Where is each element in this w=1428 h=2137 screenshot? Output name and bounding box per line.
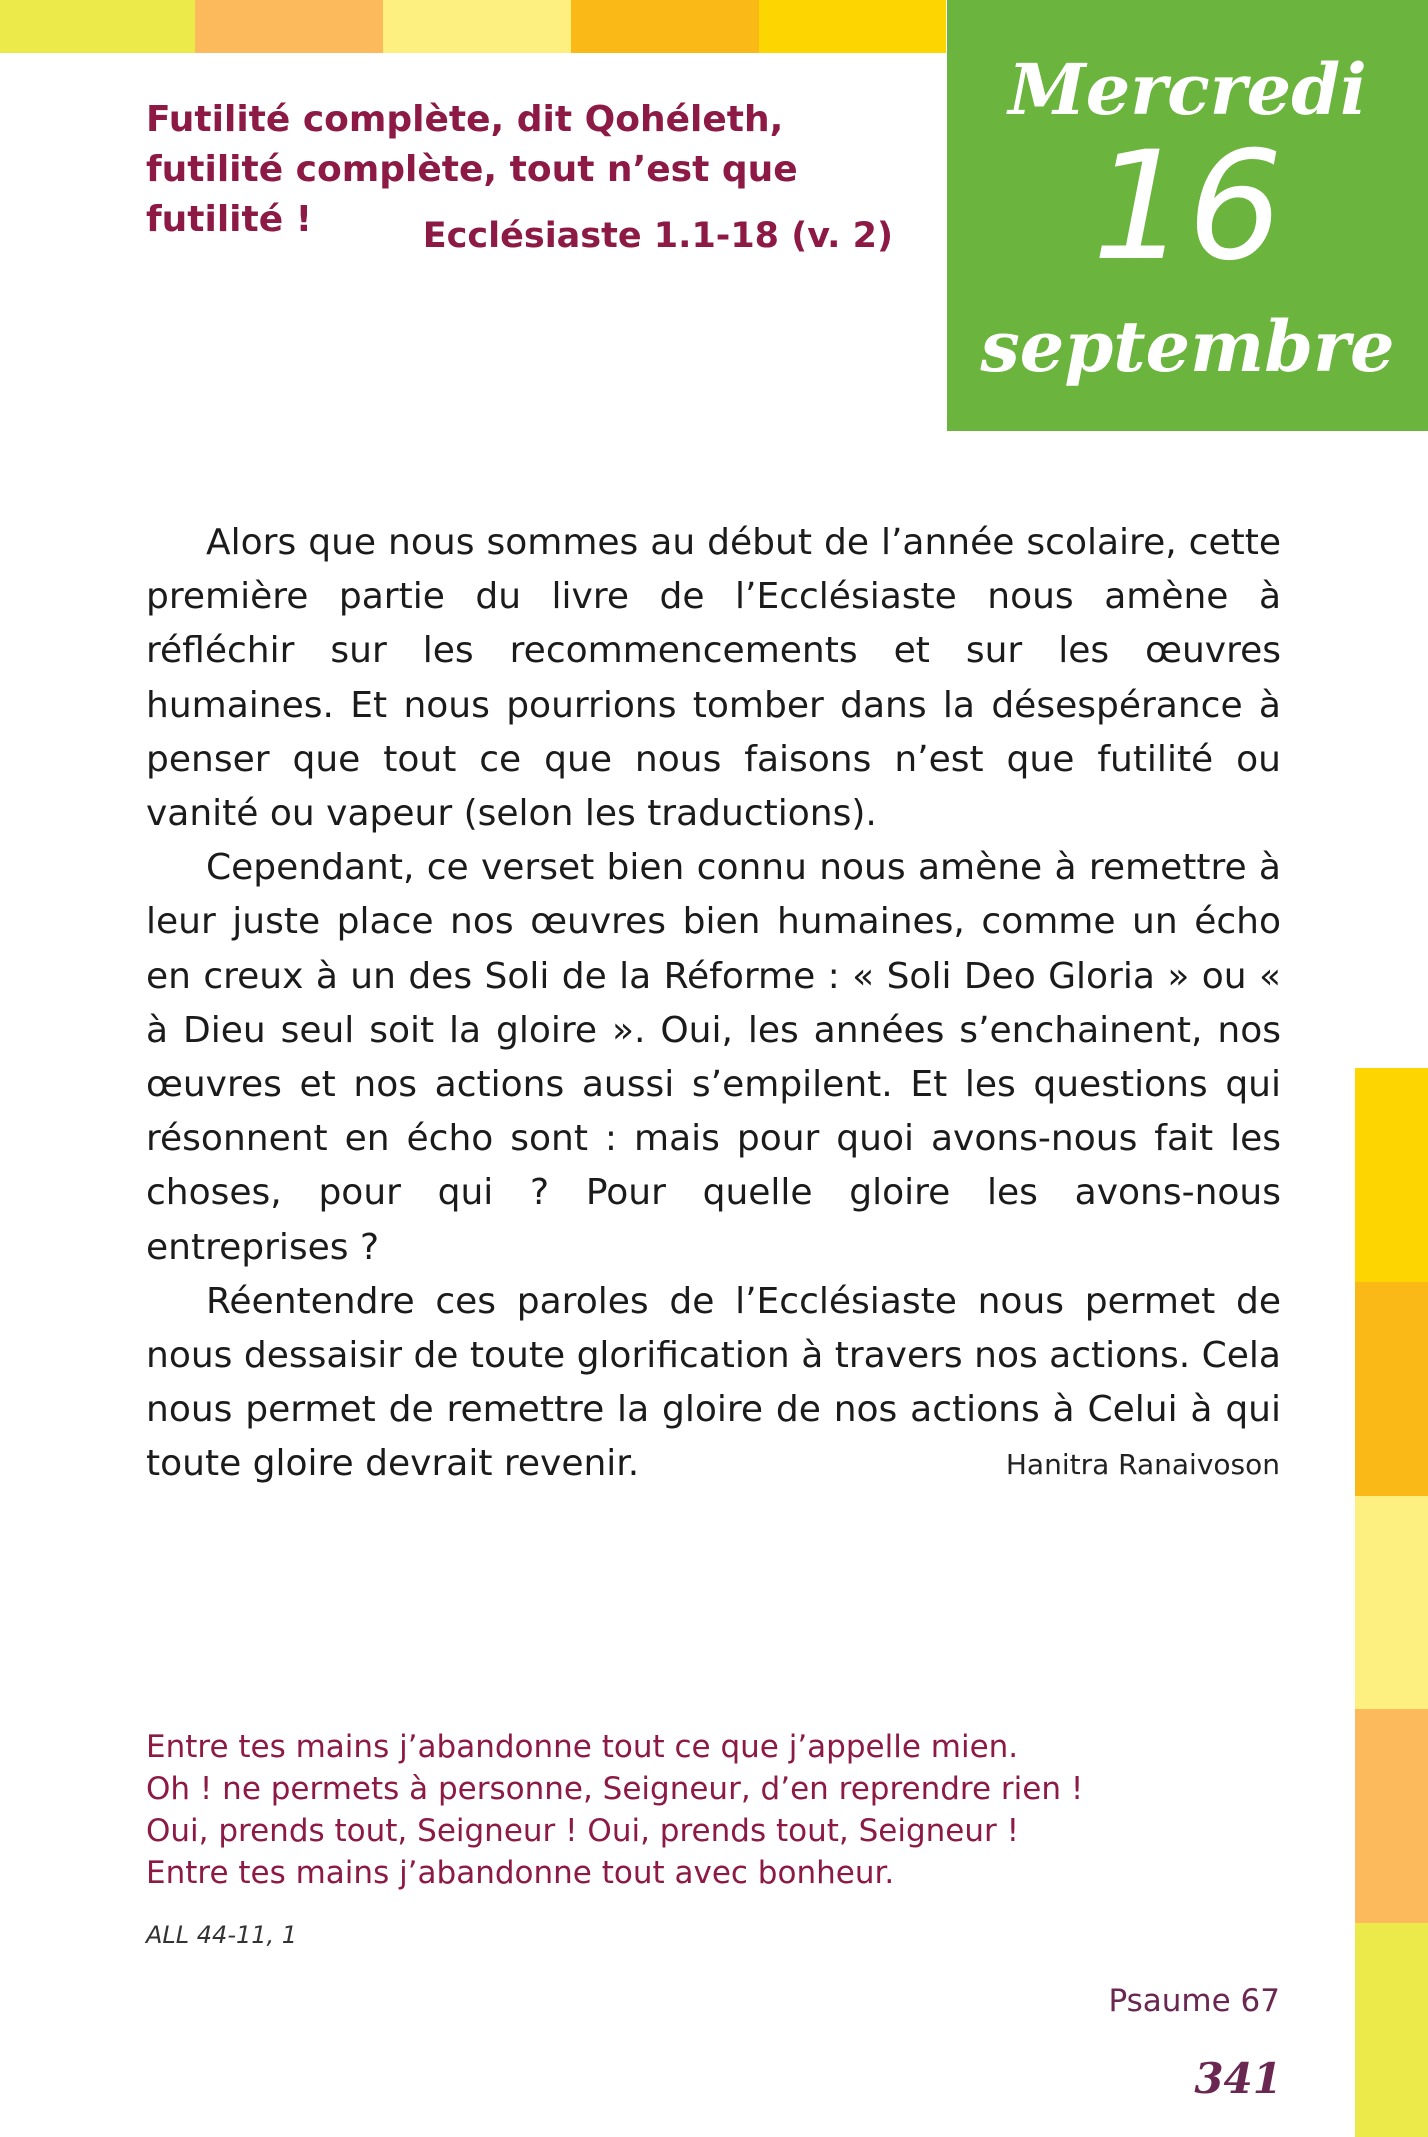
strip-segment [1355,1709,1428,1923]
verse-line: futilité complète, tout n’est que futilité ! [146,149,798,240]
date-box [947,0,1428,431]
hymn-line: Oui, prends tout, Seigneur ! Oui, prends tout, Seigneur ! [146,1813,1020,1849]
verse-line: Futilité complète, dit Qohéleth, [146,99,784,140]
strip-segment [0,0,195,53]
hymn-line: Entre tes mains j’abandonne tout avec bonheur. [146,1855,895,1891]
hymn-verse [146,1726,1083,1894]
strip-segment [1355,1282,1428,1496]
strip-segment [1355,1496,1428,1710]
meditation-text [146,516,1281,1492]
strip-segment [383,0,571,53]
date-day: 16 [1092,120,1283,294]
paragraph: Réentendre ces paroles de l’Ecclésiaste nous permet de nous dessaisir de toute glorification à travers nos actions. Cela nous permet de remettre la gloire de nos actions à Celui à qui toute gloire devrait revenir. [146,1280,1281,1485]
side-color-strip [1355,1068,1428,2137]
strip-segment [759,0,946,53]
date-weekday: Mercredi [1008,48,1367,131]
date-month: septembre [980,305,1395,388]
hymn-line: Entre tes mains j’abandonne tout ce que j’appelle mien. [146,1729,1019,1765]
hymn-line: Oh ! ne permets à personne, Seigneur, d’en reprendre rien ! [146,1771,1084,1807]
psalm-reference: Psaume 67 [1108,1983,1280,2019]
author-name: Hanitra Ranaivoson [1005,1448,1280,1481]
verse-reference: Ecclésiaste 1.1-18 (v. 2) [422,216,893,256]
strip-segment [1355,1923,1428,2137]
strip-segment [1355,1068,1428,1282]
strip-segment [195,0,383,53]
top-color-strip [0,0,946,53]
hymn-reference: ALL 44-11, 1 [146,1921,298,1949]
paragraph: Alors que nous sommes au début de l’année scolaire, cette première partie du livre de l’Ecclésiaste nous amène à réfléchir sur les recommencements et sur les œuvres humaines. Et nous pourrions tomber dans la désespérance à penser que tout ce que nous faisons n’est que futilité ou vanité ou vapeur (selon les traductions). [146,522,1281,835]
page-number: 341 [1194,2054,1282,2103]
strip-segment [571,0,759,53]
paragraph: Cependant, ce verset bien connu nous amène à remettre à leur juste place nos œuvres bien humaines, comme un écho en creux à un des Soli de la Réforme : « Soli Deo Gloria » ou « à Dieu seul soit la gloire ». Oui, les années s’enchainent, nos œuvres et nos actions aussi s’empilent. Et les questions qui résonnent en écho sont : mais pour quoi avons-nous fait les choses, pour qui ? Pour quelle gloire les avons-nous entreprises ? [146,847,1281,1268]
